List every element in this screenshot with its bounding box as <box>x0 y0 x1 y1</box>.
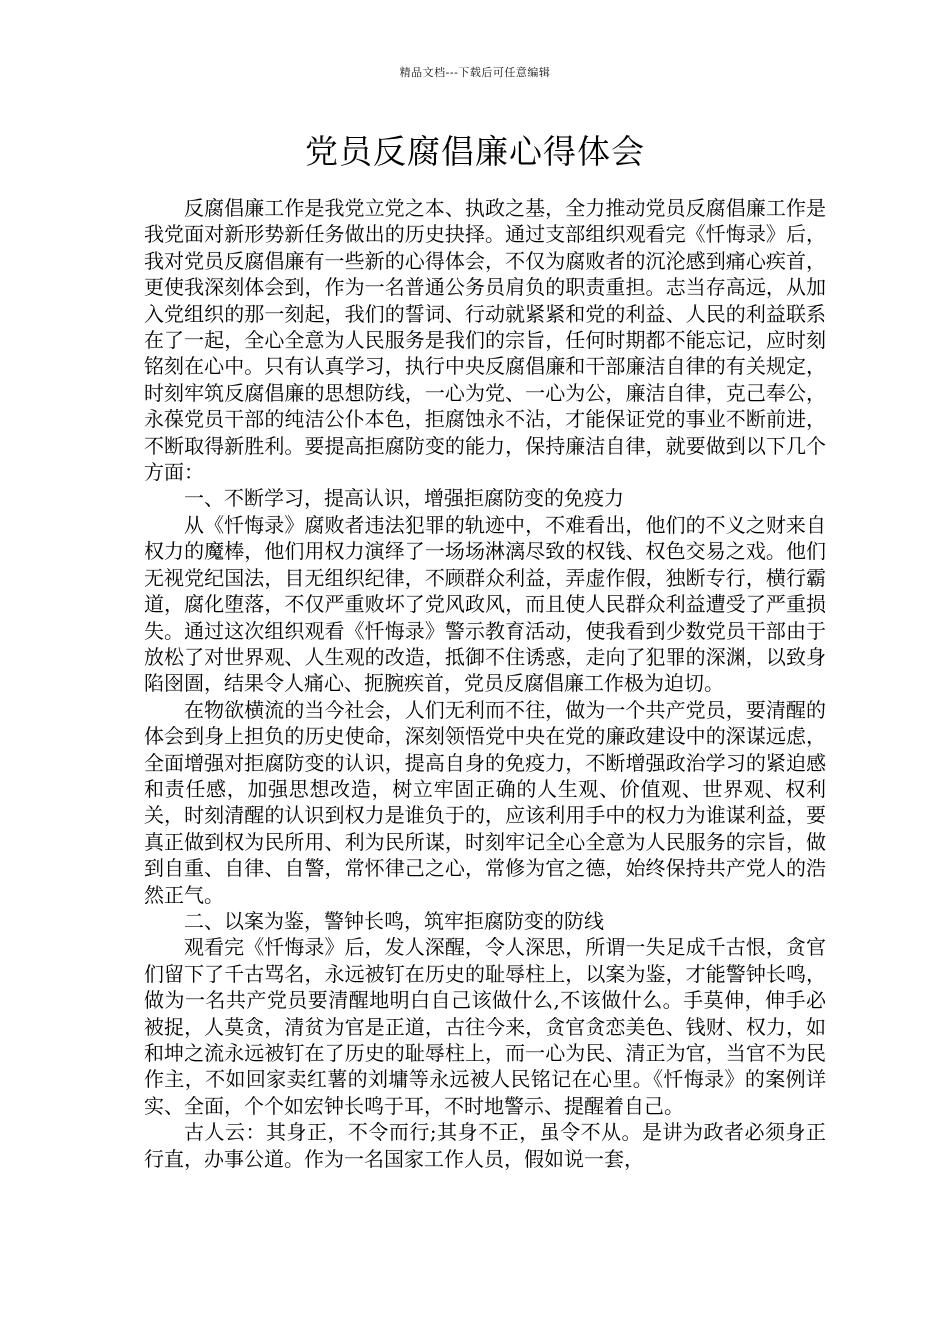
paragraph: 在物欲横流的当今社会，人们无利而不往，做为一个共产党员，要清醒的体会到身上担负的历史使命，深刻领悟党中央在党的廉政建设中的深谋远虑，全面增强对拒腐防变的认识，提高自身的免疫力，不断增强政治学习的紧迫感和责任感，加强思想改造，树立牢固正确的人生观、价值观、世界观、权利关，时刻清醒的认识到权力是谁负于的，应该利用手中的权力为谁谋利益，要真正做到权为民所用、利为民所谋，时刻牢记全心全意为人民服务的宗旨，做到自重、自律、自警，常怀律己之心，常修为官之德，始终保持共产党人的浩然正气。 <box>144 697 826 907</box>
header-note: 精品文档---下载后可任意编辑 <box>399 66 551 79</box>
paragraph-intro: 反腐倡廉工作是我党立党之本、执政之基，全力推动党员反腐倡廉工作是我党面对新形势新任务做出的历史抉择。通过支部组织观看完《忏悔录》后，我对党员反腐倡廉有一些新的心得体会，不仅为腐败者的沉沦感到痛心疾首，更使我深刻体会到，作为一名普通公务员肩负的职责重担。志当存高远，从加入党组织的那一刻起，我们的誓词、行动就紧紧和党的利益、人民的利益联系在了一起，全心全意为人民服务是我们的宗旨，任何时期都不能忘记，应时刻铭刻在心中。只有认真学习，执行中央反腐倡廉和干部廉洁自律的有关规定，时刻牢筑反腐倡廉的思想防线，一心为党、一心为公，廉洁自律，克己奉公，永葆党员干部的纯洁公仆本色，拒腐蚀永不沾，才能保证党的事业不断前进，不断取得新胜利。要提高拒腐防变的能力，保持廉洁自律，就要做到以下几个方面： <box>144 196 826 485</box>
document-body <box>144 195 826 1172</box>
paragraph: 观看完《忏悔录》后，发人深醒，令人深思，所谓一失足成千古恨，贪官们留下了千古骂名，永远被钉在历史的耻辱柱上，以案为鉴，才能警钟长鸣，做为一名共产党员要清醒地明白自己该做什么,不该做什么。手莫伸，伸手必被捉，人莫贪，清贫为官是正道，古往今来，贪官贪恋美色、钱财、权力，如和坤之流永远被钉在了历史的耻辱柱上，而一心为民、清正为官，当官不为民作主，不如回家卖红薯的刘墉等永远被人民铭记在心里。《忏悔录》的案例详实、全面，个个如宏钟长鸣于耳，不时地警示、提醒着自己。 <box>144 935 826 1118</box>
section-heading-2: 二、以案为鉴，警钟长鸣，筑牢拒腐防变的防线 <box>184 908 604 933</box>
paragraph: 古人云：其身正，不令而行;其身不正，虽令不从。是讲为政者必须身正行直，办事公道。作为一名国家工作人员，假如说一套， <box>144 1120 826 1171</box>
document-title: 党员反腐倡廉心得体会 <box>305 132 645 171</box>
section-heading-1: 一、不断学习，提高认识，增强拒腐防变的免疫力 <box>184 486 624 511</box>
paragraph: 从《忏悔录》腐败者违法犯罪的轨迹中，不难看出，他们的不义之财来自权力的魔棒，他们用权力演绎了一场场淋漓尽致的权钱、权色交易之戏。他们无视党纪国法，目无组织纪律，不顾群众利益，弄虚作假，独断专行，横行霸道，腐化堕落，不仅严重败坏了党风政风，而且使人民群众利益遭受了严重损失。通过这次组织观看《忏悔录》警示教育活动，使我看到少数党员干部由于放松了对世界观、人生观的改造，抵御不住诱惑，走向了犯罪的深渊，以致身陷囹圄，结果令人痛心、扼腕疾首，党员反腐倡廉工作极为迫切。 <box>144 512 826 696</box>
